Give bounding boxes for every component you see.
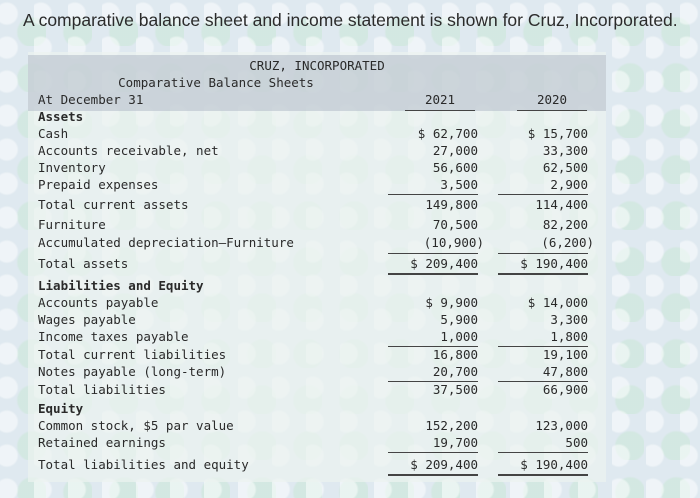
value-2020: $ 15,700 bbox=[527, 126, 588, 141]
value-2021: 5,900 bbox=[440, 312, 478, 327]
value-2021: (10,900) bbox=[423, 235, 484, 250]
value-2020: 82,200 bbox=[542, 217, 588, 232]
row-label: Furniture bbox=[38, 217, 106, 232]
value-2020: 114,400 bbox=[535, 197, 588, 212]
value-2021: 3,500 bbox=[440, 177, 478, 192]
row-label: Accounts payable bbox=[38, 295, 159, 310]
company-name: CRUZ, INCORPORATED bbox=[249, 58, 385, 73]
header-underline-2021 bbox=[405, 110, 475, 111]
value-2020: $ 190,400 bbox=[520, 256, 588, 271]
subtotal-line bbox=[388, 194, 478, 195]
value-2020: 47,800 bbox=[542, 364, 588, 379]
row-label: Cash bbox=[38, 126, 69, 141]
value-2020: (6,200) bbox=[541, 235, 594, 250]
value-2020: 2,900 bbox=[550, 177, 588, 192]
row-label: Notes payable (long-term) bbox=[38, 364, 227, 379]
value-2021: 27,000 bbox=[432, 143, 478, 158]
value-2021: 20,700 bbox=[432, 364, 478, 379]
value-2020: 62,500 bbox=[542, 160, 588, 175]
row-label: Income taxes payable bbox=[38, 329, 189, 344]
value-2021: 70,500 bbox=[432, 217, 478, 232]
row-label: Total liabilities and equity bbox=[38, 457, 249, 472]
row-label: Inventory bbox=[38, 160, 106, 175]
value-2021: 1,000 bbox=[440, 329, 478, 344]
value-2021: $ 209,400 bbox=[410, 457, 478, 472]
value-2020: 19,100 bbox=[542, 347, 588, 362]
value-2021: $ 209,400 bbox=[410, 256, 478, 271]
header-underline-2020 bbox=[517, 110, 587, 111]
total-line bbox=[388, 273, 478, 275]
total-line bbox=[498, 474, 588, 476]
assets-heading: Assets bbox=[38, 109, 84, 124]
value-2021: $ 62,700 bbox=[417, 126, 478, 141]
value-2020: $ 190,400 bbox=[520, 457, 588, 472]
subtotal-line bbox=[498, 253, 588, 254]
sheet-subtitle: Comparative Balance Sheets bbox=[118, 75, 314, 90]
value-2021: 56,600 bbox=[432, 160, 478, 175]
subtotal-line bbox=[388, 452, 478, 453]
value-2020: 33,300 bbox=[542, 143, 588, 158]
liabilities-heading: Liabilities and Equity bbox=[38, 278, 204, 293]
row-label: Prepaid expenses bbox=[38, 177, 159, 192]
column-header-2020: 2020 bbox=[536, 92, 568, 107]
value-2020: 123,000 bbox=[535, 418, 588, 433]
equity-heading: Equity bbox=[38, 401, 84, 416]
subtotal-line bbox=[498, 194, 588, 195]
value-2020: 1,800 bbox=[550, 329, 588, 344]
value-2021: 152,200 bbox=[425, 418, 478, 433]
value-2021: 19,700 bbox=[432, 435, 478, 450]
column-header-2021: 2021 bbox=[424, 92, 456, 107]
date-label: At December 31 bbox=[38, 92, 144, 107]
value-2021: 16,800 bbox=[432, 347, 478, 362]
row-label: Accumulated depreciation—Furniture bbox=[38, 235, 294, 250]
value-2020: 3,300 bbox=[550, 312, 588, 327]
value-2021: $ 9,900 bbox=[425, 295, 478, 310]
row-label: Accounts receivable, net bbox=[38, 143, 219, 158]
subtotal-line bbox=[498, 452, 588, 453]
subtotal-line bbox=[388, 253, 478, 254]
total-line bbox=[388, 474, 478, 476]
row-label: Total current assets bbox=[38, 197, 189, 212]
value-2020: $ 14,000 bbox=[527, 295, 588, 310]
row-label: Retained earnings bbox=[38, 435, 166, 450]
total-line bbox=[498, 273, 588, 275]
row-label: Total current liabilities bbox=[38, 347, 227, 362]
row-label: Total liabilities bbox=[38, 382, 166, 397]
intro-text: A comparative balance sheet and income statement is shown for Cruz, Incorporated. bbox=[23, 10, 678, 30]
value-2021: 37,500 bbox=[432, 382, 478, 397]
row-label: Common stock, $5 par value bbox=[38, 418, 234, 433]
row-label: Wages payable bbox=[38, 312, 136, 327]
value-2021: 149,800 bbox=[425, 197, 478, 212]
value-2020: 500 bbox=[565, 435, 588, 450]
value-2020: 66,900 bbox=[542, 382, 588, 397]
row-label: Total assets bbox=[38, 256, 129, 271]
